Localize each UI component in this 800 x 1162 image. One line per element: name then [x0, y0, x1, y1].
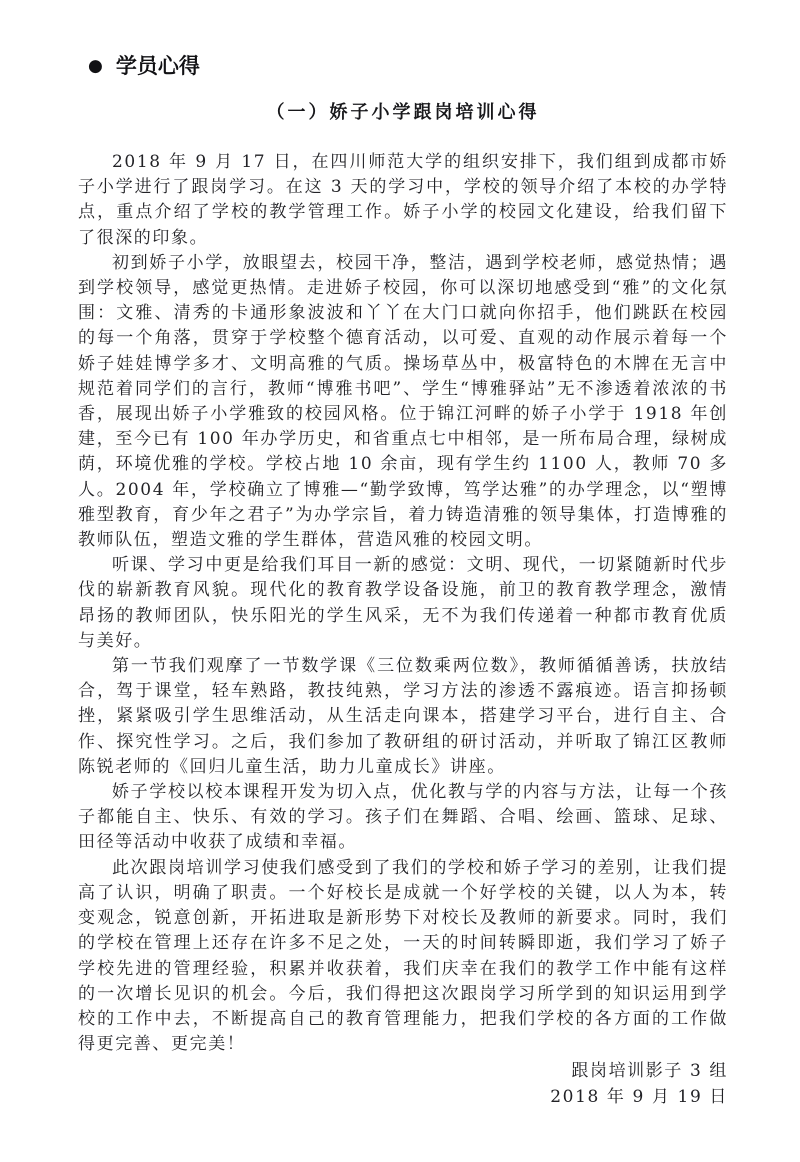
paragraph-school-курriculum: 娇子学校以校本课程开发为切入点，优化教与学的内容与方法，让每一个孩子都能自主、快乐、有效的学习。孩子们在舞蹈、合唱、绘画、篮球、足球、田径等活动中收获了成绩和幸福。 [78, 782, 728, 853]
section-header [88, 50, 728, 80]
paragraph-campus-culture: 初到娇子小学，放眼望去，校园干净，整洁，遇到学校老师，感觉热情；遇到学校领导，感觉更热情。走进娇子校园，你可以深切地感受到“雅”的文化氛围：文雅、清秀的卡通形象波波和丫丫在大门口就向你招手，他们跳跃在校园的每一个角落，贯穿于学校整个德育活动，以可爱、直观的动作展示着每一个娇子娃娃博学多才、文明高雅的气质。操场草丛中，极富特色的木牌在无言中规范着同学们的言行，教师“博雅书吧”、学生“博雅驿站”无不渗透着浓浓的书香，展现出娇子小学雅致的校园风格。位于锦江河畔的娇子小学于 1918 年创建，至今已有 100 年办学历史，和省重点七中相邻，是一所布局合理，绿树成荫，环境优雅的学校。学校占地 10 余亩，现有学生约 1100 人，教师 70 多人。2004 年，学校确立了博雅—“勤学致博，笃学达雅”的办学理念，以“塑博雅型教育，育少年之君子”为办学宗旨，着力铸造清雅的领导集体，打造博雅的教师队伍，塑造文雅的学生群体，营造风雅的校园文明。 [78, 252, 728, 551]
paragraph-conclusion: 此次跟岗培训学习使我们感受到了我们的学校和娇子学习的差别，让我们提高了认识，明确了职责。一个好校长是成就一个好学校的关键，以人为本，转变观念，锐意创新，开拓进取是新形势下对校长及教师的新要求。同时，我们的学校在管理上还存在许多不足之处，一天的时间转瞬即逝，我们学习了娇子学校先进的管理经验，积累并收获着，我们庆幸在我们的教学工作中能有这样的一次增长见识的机会。今后，我们得把这次跟岗学习所学到的知识运用到学校的工作中去，不断提高自己的教育管理能力，把我们学校的各方面的工作做得更完善、更完美！ [78, 857, 728, 1055]
signature: 跟岗培训影子 3 组 [571, 1061, 728, 1082]
article-body [78, 150, 728, 1057]
paragraph-intro: 2018 年 9 月 17 日，在四川师范大学的组织安排下，我们组到成都市娇子小学进行了跟岗学习。在这 3 天的学习中，学校的领导介绍了本校的办学特点，重点介绍了学校的教学管理工作。娇子小学的校园文化建设，给我们留下了很深的印象。 [78, 152, 728, 248]
signature-block [78, 1059, 728, 1109]
signature-date: 2018 年 9 月 19 日 [550, 1086, 728, 1107]
paragraph-lessons-impression: 听课、学习中更是给我们耳目一新的感觉：文明、现代，一切紧随新时代步伐的崭新教育风貌。现代化的教育教学设备设施，前卫的教育教学理念，激情昂扬的教师团队，快乐阳光的学生风采，无不为我们传递着一种都市教育优质与美好。 [78, 555, 728, 651]
article-title: （一）娇子小学跟岗培训心得 [266, 102, 540, 123]
section-title: 学员心得 [115, 54, 200, 78]
bullet-icon: ● [88, 55, 103, 76]
paragraph-math-class: 第一节我们观摩了一节数学课《三位数乘两位数》，教师循循善诱，扶放结合，驾于课堂，轻车熟路，教技纯熟，学习方法的渗透不露痕迹。语言抑扬顿挫，紧紧吸引学生思维活动，从生活走向课本，搭建学习平台，进行自主、合作、探究性学习。之后，我们参加了教研组的研讨活动，并听取了锦江区教师陈锐老师的《回归儿童生活，助力儿童成长》讲座。 [78, 656, 728, 777]
